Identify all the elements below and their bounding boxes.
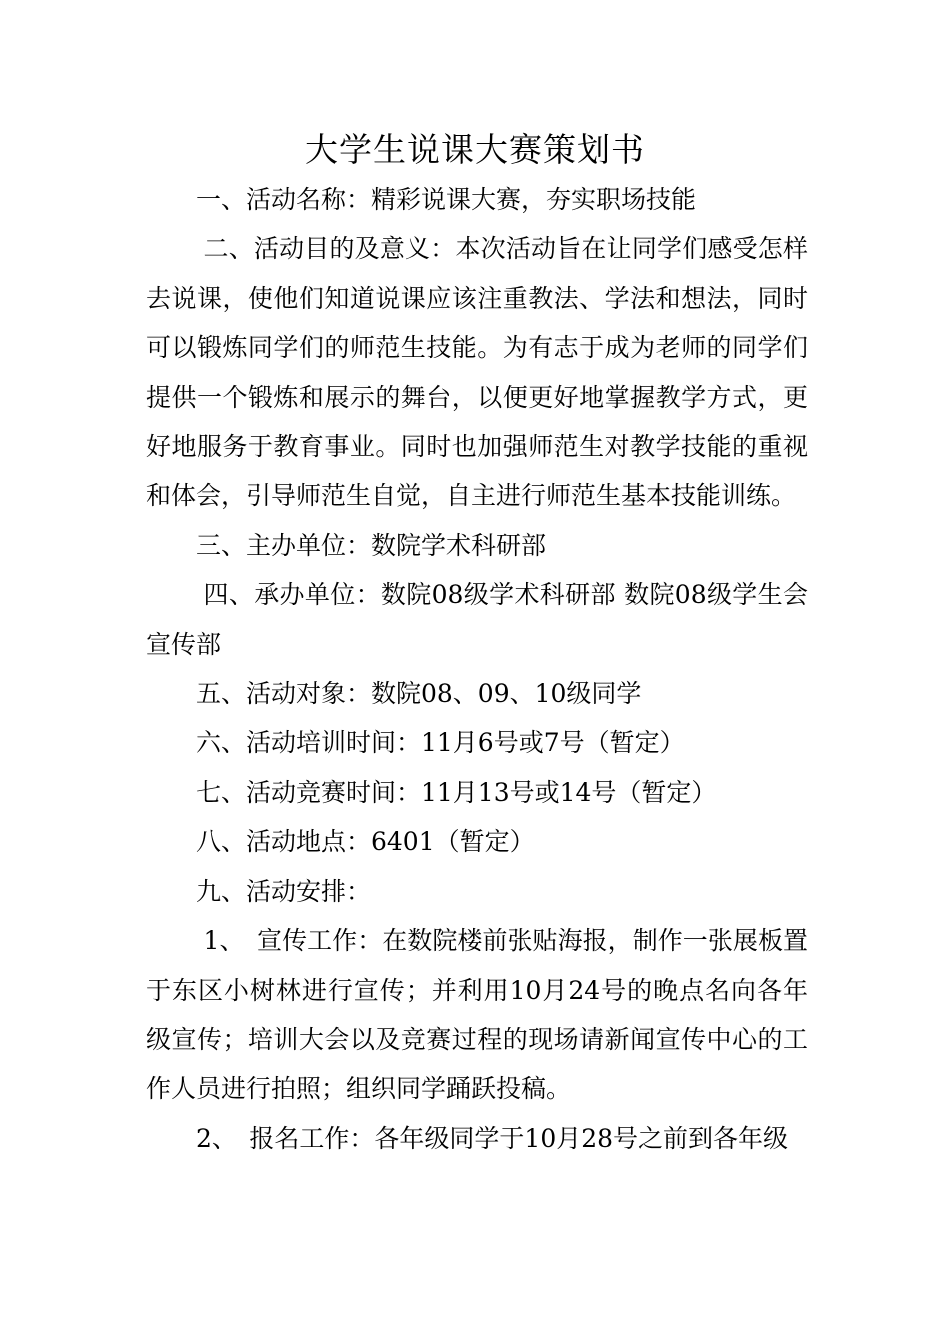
arrangement-item-registration: 2、 报名工作：各年级同学于10月28号之前到各年级 bbox=[196, 1123, 789, 1153]
section-competition-time: 七、活动竞赛时间：11月13号或14号（暂定） bbox=[196, 777, 717, 807]
document-body bbox=[146, 175, 808, 1163]
section-purpose: 二、活动目的及意义：本次活动旨在让同学们感受怎样去说课，使他们知道说课应该注重教法、学法和想法，同时可以锻炼同学们的师范生技能。为有志于成为老师的同学们提供一个锻炼和展示的舞台，以便更好地掌握教学方式，更好地服务于教育事业。同时也加强师范生对教学技能的重视和体会，引导师范生自觉，自主进行师范生基本技能训练。 bbox=[146, 234, 808, 511]
section-arrangement: 九、活动安排： bbox=[196, 876, 372, 906]
section-participants: 五、活动对象：数院08、09、10级同学 bbox=[196, 679, 642, 709]
document-title: 大学生说课大赛策划书 bbox=[305, 130, 645, 169]
section-activity-name: 一、活动名称：精彩说课大赛，夯实职场技能 bbox=[196, 185, 697, 214]
arrangement-item-publicity: 1、 宣传工作：在数院楼前张贴海报，制作一张展板置于东区小树林进行宣传；并利用10月24号的晚点名向各年级宣传；培训大会以及竞赛过程的现场请新闻宣传中心的工作人员进行拍照；组织同学踊跃投稿。 bbox=[146, 926, 808, 1104]
section-venue: 八、活动地点：6401（暂定） bbox=[196, 827, 535, 857]
section-organizer: 三、主办单位：数院学术科研部 bbox=[196, 530, 547, 560]
section-co-organizer: 四、承办单位：数院08级学术科研部 数院08级学生会宣传部 bbox=[146, 580, 808, 659]
section-training-time: 六、活动培训时间：11月6号或7号（暂定） bbox=[196, 728, 685, 758]
